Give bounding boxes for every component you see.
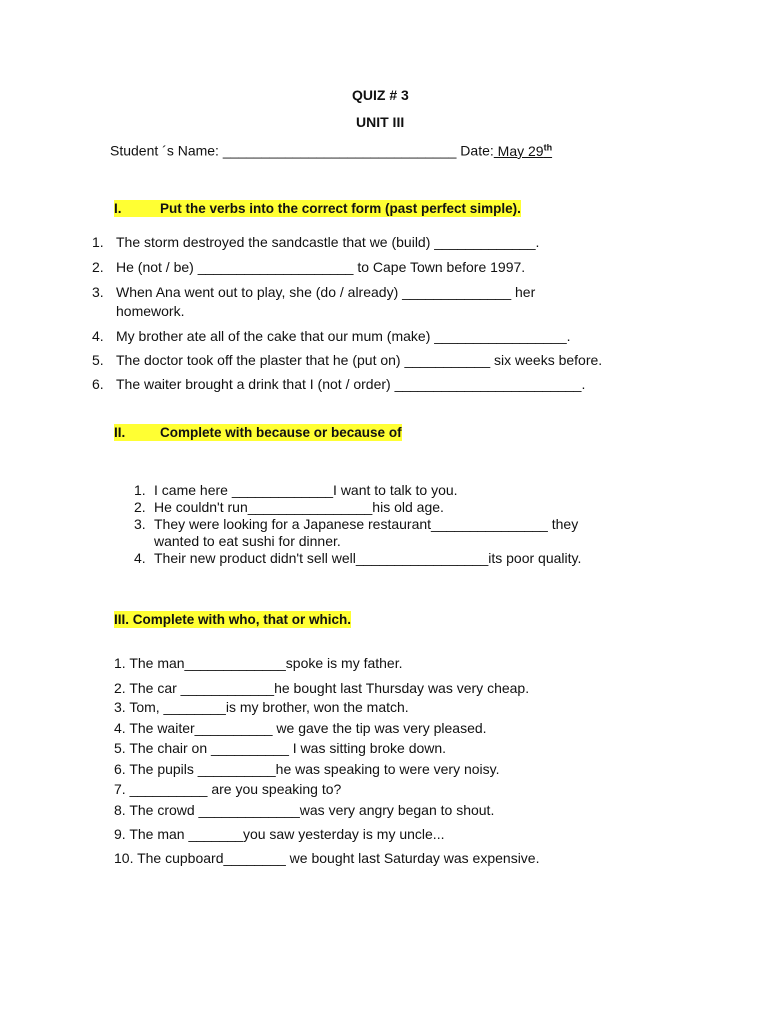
section-2-item: 1. I came here _____________I want to talk to you. [134, 482, 458, 498]
section-2-item: 3. They were looking for a Japanese restaurant_______________ they [134, 516, 579, 532]
section-1-highlight: I. Put the verbs into the correct form (past perfect simple). [114, 201, 521, 216]
quiz-title: QUIZ # 3 [352, 87, 409, 103]
name-label: Student ´s Name: ______________________________ Date: [110, 142, 494, 159]
section-2-item-continued: wanted to eat sushi for dinner. [154, 533, 341, 549]
section-3-item: 8. The crowd _____________was very angry began to shout. [114, 802, 495, 818]
section-3-item: 2. The car ____________he bought last Thursday was very cheap. [114, 680, 530, 696]
section-3-item: 1. The man_____________spoke is my father. [114, 655, 403, 671]
section-3-item: 5. The chair on __________ I was sitting broke down. [114, 740, 447, 756]
section-3-item: 6. The pupils __________he was speaking to were very noisy. [114, 761, 500, 777]
section-2-heading [114, 424, 402, 442]
section-2-item: 2. He couldn't run________________his old age. [134, 499, 444, 515]
section-1-item: 1. The storm destroyed the sandcastle that we (build) _____________. [92, 234, 540, 250]
section-3-heading [114, 611, 351, 629]
unit-title: UNIT III [356, 114, 405, 130]
section-1-item-continued: homework. [116, 303, 185, 319]
section-3-item: 3. Tom, ________is my brother, won the match. [114, 699, 409, 715]
section-2-highlight: II. Complete with because or because of [114, 425, 402, 440]
section-3-item: 10. The cupboard________ we bought last Saturday was expensive. [114, 850, 540, 866]
section-3-item: 7. __________ are you speaking to? [114, 781, 342, 797]
date-value: May 29th [493, 142, 553, 159]
section-2-item: 4. Their new product didn't sell well_________________its poor quality. [134, 550, 582, 566]
section-3-item: 4. The waiter__________ we gave the tip was very pleased. [114, 720, 487, 736]
section-1-item: 6. The waiter brought a drink that I (not / order) ________________________. [92, 376, 586, 392]
section-1-item: 3. When Ana went out to play, she (do / already) ______________ her [92, 284, 536, 300]
section-3-highlight: III. Complete with who, that or which. [114, 612, 352, 627]
student-name-line [110, 142, 552, 159]
section-1-item: 4. My brother ate all of the cake that our mum (make) _________________. [92, 328, 571, 344]
section-3-item: 9. The man _______you saw yesterday is my uncle... [114, 826, 445, 842]
section-1-item: 5. The doctor took off the plaster that he (put on) ___________ six weeks before. [92, 352, 603, 368]
section-1-heading [114, 200, 521, 218]
section-1-item: 2. He (not / be) ____________________ to Cape Town before 1997. [92, 259, 526, 275]
